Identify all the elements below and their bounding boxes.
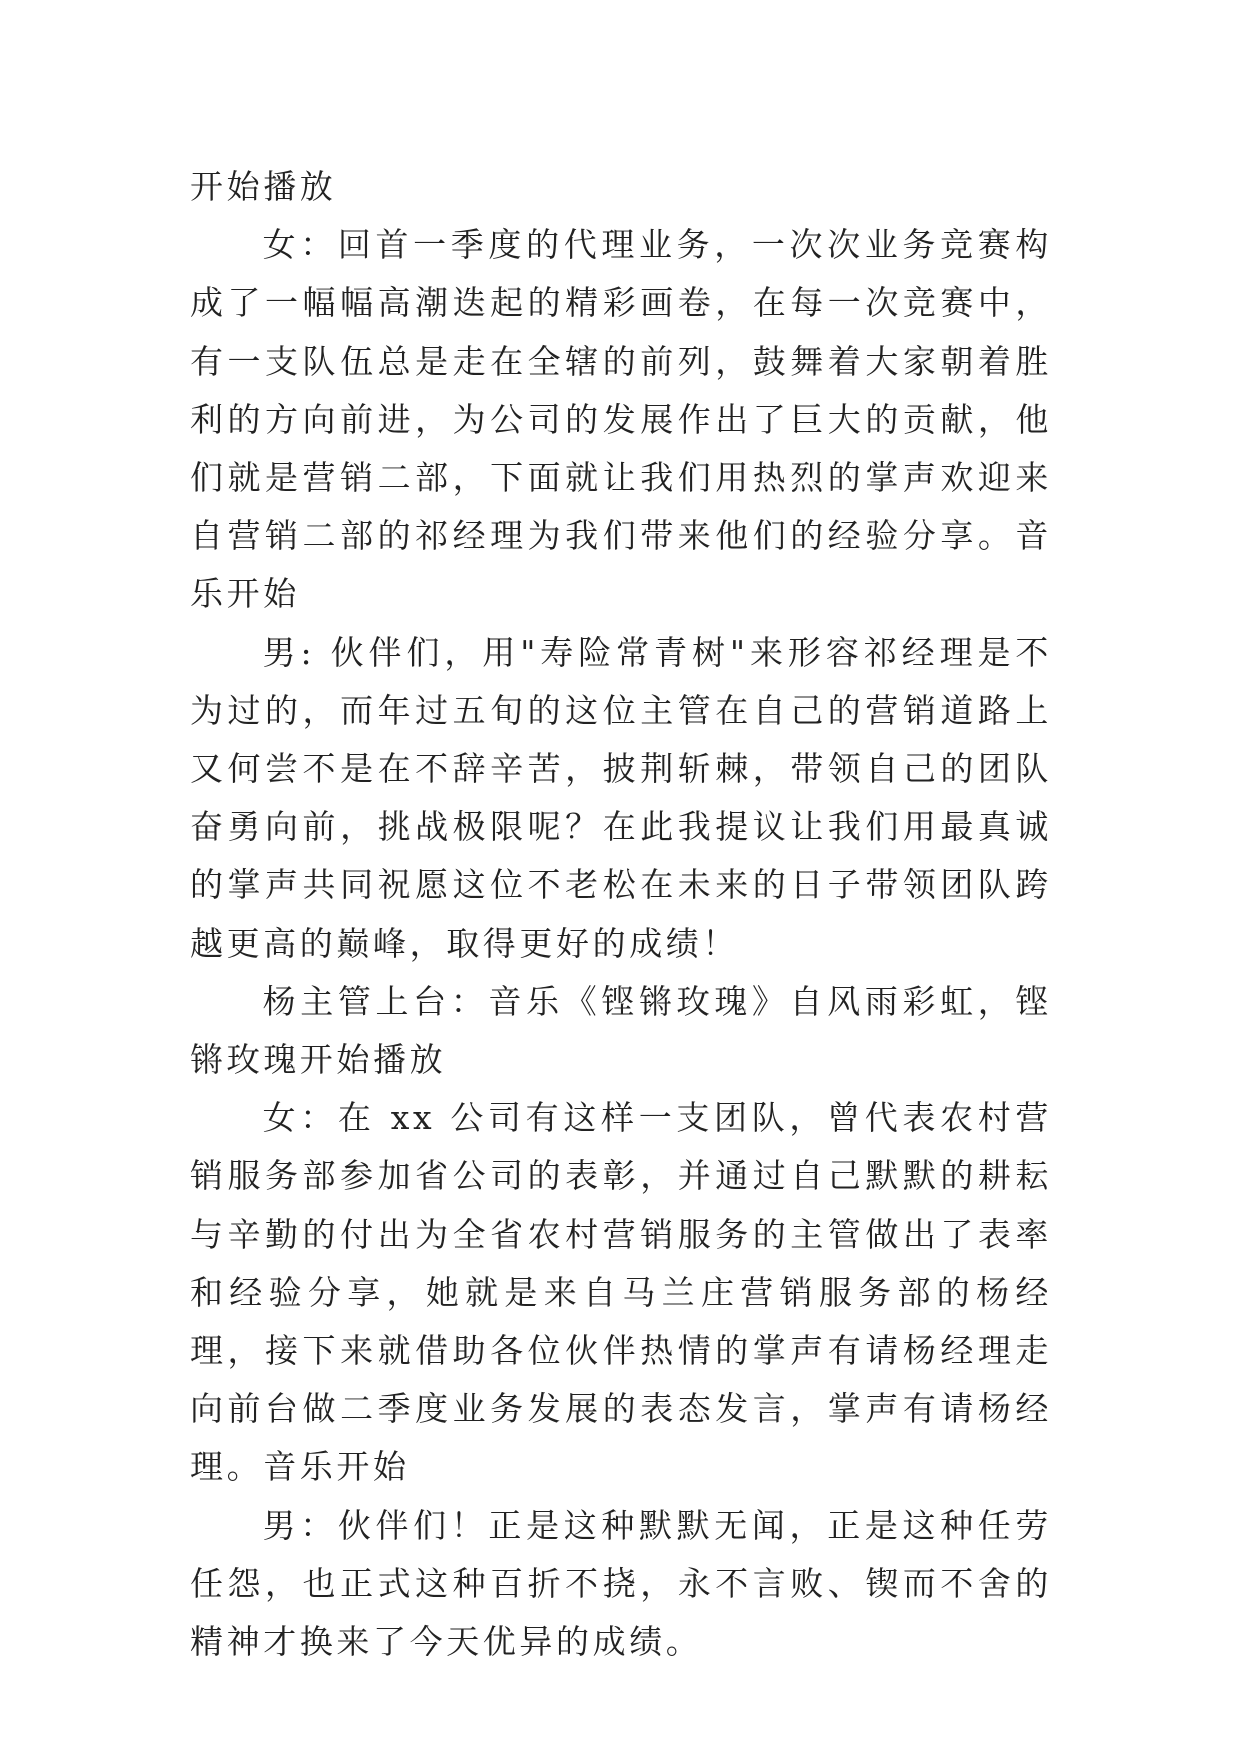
paragraph: 男: 伙伴们，用"寿险常青树"来形容祁经理是不为过的，而年过五旬的这位主管在自己的营销道路上又何尝不是在不辞辛苦，披荆斩棘，带领自己的团队奋勇向前，挑战极限呢？在此我提议让我们用最真诚的掌声共同祝愿这位不老松在未来的日子带领团队跨越更高的巅峰，取得更好的成绩！ — [190, 632, 1052, 963]
document-body — [190, 158, 1052, 1671]
paragraph: 开始播放 — [190, 167, 337, 206]
paragraph: 女：回首一季度的代理业务，一次次业务竞赛构成了一幅幅高潮迭起的精彩画卷，在每一次竞赛中，有一支队伍总是走在全辖的前列，鼓舞着大家朝着胜利的方向前进，为公司的发展作出了巨大的贡献，他们就是营销二部，下面就让我们用热烈的掌声欢迎来自营销二部的祁经理为我们带来他们的经验分享。音乐开始 — [190, 225, 1052, 614]
paragraph: 男：伙伴们！正是这种默默无闻，正是这种任劳任怨，也正式这种百折不挠，永不言败、锲而不舍的精神才换来了今天优异的成绩。 — [190, 1505, 1052, 1662]
paragraph: 杨主管上台：音乐《铿锵玫瑰》自风雨彩虹，铿锵玫瑰开始播放 — [190, 981, 1052, 1080]
paragraph: 女：在 xx 公司有这样一支团队，曾代表农村营销服务部参加省公司的表彰，并通过自己默默的耕耘与辛勤的付出为全省农村营销服务的主管做出了表率和经验分享，她就是来自马兰庄营销服务部的杨经理，接下来就借助各位伙伴热情的掌声有请杨经理走向前台做二季度业务发展的表态发言，掌声有请杨经理。音乐开始 — [190, 1098, 1052, 1487]
